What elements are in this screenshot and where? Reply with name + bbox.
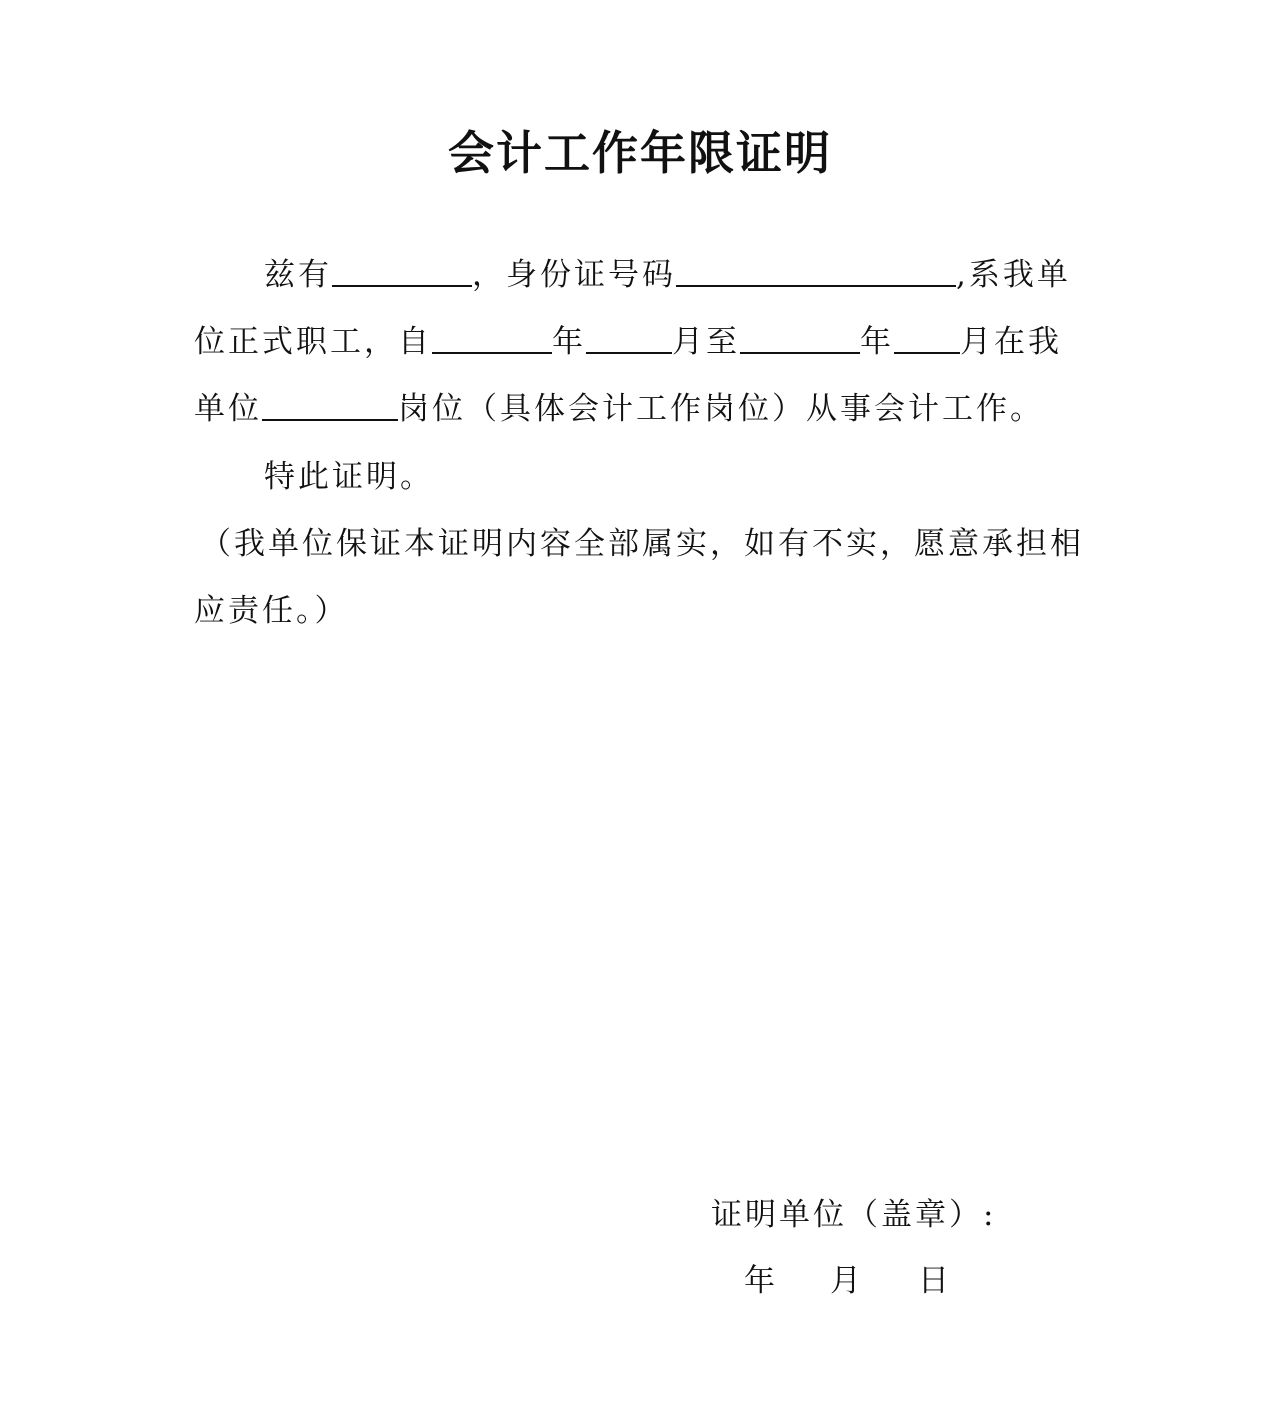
para1-line3 <box>194 384 1044 434</box>
text-month-to: 月至 <box>672 324 740 360</box>
name-blank[interactable] <box>332 251 472 287</box>
guarantee-line1: （我单位保证本证明内容全部属实，如有不实，愿意承担相 <box>200 526 1084 562</box>
document-title: 会计工作年限证明 <box>448 126 832 180</box>
date-year-label: 年 <box>744 1263 778 1299</box>
date-day-label: 日 <box>918 1263 952 1299</box>
signature-unit-label: 证明单位（盖章）: <box>711 1197 997 1233</box>
text-month-at: 月在我 <box>960 324 1062 360</box>
para1-line1 <box>264 250 1071 300</box>
text-formal-staff: 位正式职工，自 <box>194 324 432 360</box>
text-employee-of: ,系我单 <box>956 257 1071 293</box>
text-id-label: ，身份证号码 <box>472 257 676 293</box>
certify-text: 特此证明。 <box>264 459 434 495</box>
para1-line2 <box>194 317 1062 367</box>
guarantee-line2: 应责任。） <box>194 593 349 629</box>
start-year-blank[interactable] <box>432 318 552 354</box>
post-blank[interactable] <box>262 385 398 421</box>
end-year-blank[interactable] <box>740 318 860 354</box>
start-month-blank[interactable] <box>586 318 672 354</box>
signature-date <box>744 1256 952 1306</box>
end-month-blank[interactable] <box>894 318 960 354</box>
text-ziyou: 兹有 <box>264 257 332 293</box>
text-post-desc: 岗位（具体会计工作岗位）从事会计工作。 <box>398 391 1044 427</box>
text-unit: 单位 <box>194 391 262 427</box>
id-number-blank[interactable] <box>676 251 956 287</box>
text-year-1: 年 <box>552 324 586 360</box>
date-month-label: 月 <box>830 1263 864 1299</box>
text-year-2: 年 <box>860 324 894 360</box>
